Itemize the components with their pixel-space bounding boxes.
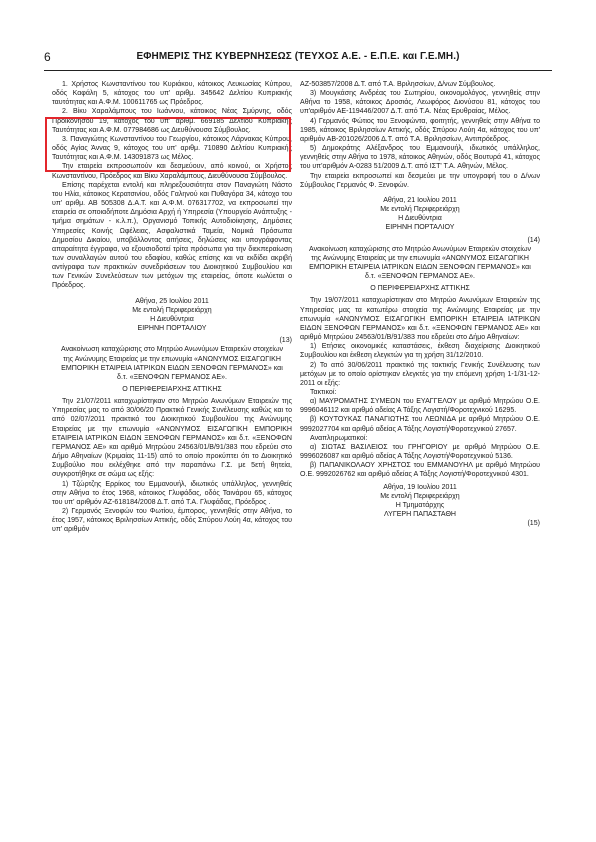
power-of-attorney-text: Επίσης παρέχεται εντολή και πληρεξουσιότητα στον Παναγιώτη Νάστο του Ηλία, κάτοικος Κερατσινίου, οδός Γαληνού και Πυθαγόρα 34, κάτοχο του υπ' αριθμ. ΑΒ 505308 Δ.Α.Τ. και Α.Φ.Μ. 076317702, να εκπροσωπεί την εταιρεία σε οποιαδήποτε Δημόσια Αρχή ή Υπηρεσία (Υπουργείο Ανάπτυξης - τμήμα σημάτων - κ.λ.π.), Οργανισμό Τοπικής Αυτοδιοίκησης, Δημόσιες Υπηρεσίες Κοινής Ωφέλειας, Ασφαλιστικά Ταμεία, Νομικά Πρόσωπα Δημοσίου Δικαίου, υποβάλλοντας αιτήσεις, δηλώσεις και υπογράφοντας απαραίτητα έγγραφα, να εξουσιοδοτεί τρίτα πρόσωπα για την διεκπεραίωση των συναλλαγών αυτού του εδαφίου, καθώς επίσης και να εκδίδει ακριβή αντίγραφα των πρακτικών συνεδριάσεων του Διοικητικού Συμβουλίου και των Γενικών Συνελεύσεων των μετόχων της εταιρείας, όποτε κωλύεται ο Πρόεδρος. bbox=[52, 181, 292, 290]
registration-text: Την 19/07/2011 καταχωρίστηκαν στο Μητρώο Ανωνύμων Εταιρειών της Υπηρεσίας μας τα κατωτέρω στοιχεία της Ανώνυμης Εταιρείας με την επωνυμία «ΑΝΩΝΥΜΟΣ ΕΙΣΑΓΩΓΙΚΗ ΕΜΠΟΡΙΚΗ ΕΤΑΙΡΕΙΑ ΙΑΤΡΙΚΩΝ ΕΙΔΩΝ ΞΕΝΟΦΩΝ ΓΕΡΜΑΝΟΣ» και δ.τ. «ΞΕΝΟΦΩΝ ΓΕΡΜΑΝΟΣ ΑΕ» και αριθμό Μητρώου 24563/01/Β/91/383 που εδρεύει στο Δήμο Αθηναίων: bbox=[300, 297, 540, 342]
signature-name: ΕΙΡΗΝΗ ΠΟΡΤΑΛΙΟΥ bbox=[137, 325, 207, 333]
signature-line-3: Με εντολή Περιφερειάρχη bbox=[380, 492, 460, 500]
signature-line-2: Η Διευθύντρια bbox=[398, 215, 442, 223]
board-member-1: 1) Τζώρτζης Ερρίκος του Εμμανουήλ, ιδιωτικός υπάλληλος, γεννηθείς στην Αθήνα το έτος 1968, κάτοικος Γλυφάδας, οδός Ταινάρου 65, κάτοχος του υπ' αριθμόν ΑΖ-618184/2008 Δ.Τ. από Τ.Α. Γλυφάδας, Πρόεδρος . bbox=[52, 480, 292, 506]
substitute-auditor-b: β) ΠΑΠΑΝΙΚΟΛΑΟΥ ΧΡΗΣΤΟΣ του ΕΜΜΑΝΟΥΗΛ με αριθμό Μητρώου Ο.Ε. 9992026762 και αριθμό αδείας Α Τάξης Λογιστή/Φοροτεχνικού 4301. bbox=[300, 462, 540, 479]
signature-line-2: Η Διευθύντρια bbox=[150, 315, 194, 323]
registration-text: Την 21/07/2011 καταχωρίστηκαν στο Μητρώο Ανωνύμων Εταιρειών της Υπηρεσίας μας το από 30/06/20 Πρακτικό Γενικής Συνέλευσης καθώς και το από 02/07/2011 πρακτικό του Διοικητικού Συμβουλίου της Ανώνυμης Εταιρείας με την επωνυμία «ΑΝΩΝΥΜΟΣ ΕΙΣΑΓΩΓΙΚΗ ΕΜΠΟΡΙΚΗ ΕΤΑΙΡΕΙΑ ΙΑΤΡΙΚΩΝ ΕΙΔΩΝ ΞΕΝΟΦΩΝ ΓΕΡΜΑΝΟΣ» και δ.τ. «ΞΕΝΟΦΩΝ ΓΕΡΜΑΝΟΣ ΑΕ» και αριθμό Μητρώου 24563/01/Β/91/383 που εδρεύει στο Δήμο Αθηναίων (Κριμαίας 11-15) από το οποίο προκύπτει ότι το Διοικητικό Συμβούλιο που εκλέχθηκε από την παραπάνω Γ.Σ. με 5ετή θητεία, συγκροτήθηκε σε σώμα ως εξής: bbox=[52, 398, 292, 479]
member-2: 2. Βίκυ Χαραλάμπους του Ιωάννου, κάτοικος Νέας Σμύρνης, οδός Προικονήσου 19, κάτοχος του υπ' αριθμ. 669185 Δελτίου Κυπριακής Ταυτότητας και Α.Φ.Μ. 077984686 ως Διευθύνουσα Σύμβουλος. bbox=[52, 108, 292, 134]
notice-number: (13) bbox=[279, 337, 292, 345]
region-heading: Ο ΠΕΡΙΦΕΡΕΙΑΡΧΗΣ ΑΤΤΙΚΗΣ bbox=[370, 285, 470, 293]
notice-title: Ανακοίνωση καταχώρισης στο Μητρώο Ανωνύμων Εταιρειών στοιχείων της Ανώνυμης Εταιρείας με την επωνυμία «ΑΝΩΝΥΜΟΣ ΕΙΣΑΓΩΓΙΚΗ ΕΜΠΟΡΙΚΗ ΕΤΑΙΡΕΙΑ ΙΑΤΡΙΚΩΝ ΕΙΔΩΝ ΞΕΝΟΦΩΝ ΓΕΡΜΑΝΟΣ» και δ.τ. «ΞΕΝΟΦΩΝ ΓΕΡΜΑΝΟΣ ΑΕ». bbox=[61, 346, 283, 381]
date-line: Αθήνα, 21 Ιουλίου 2011 bbox=[383, 196, 457, 204]
regular-auditors-heading: Τακτικοί: bbox=[310, 389, 337, 396]
board-member-5: 5) Δημοκράτης Αλέξανδρος του Εμμανουήλ, ιδιωτικός υπάλληλος, γεννηθείς στην Αθήνα το 1978, κάτοικος Αθηνών, οδός Βουτυρά 41, κάτοχος του υπ'αριθμόν Α-0283 51/2009 Δ.Τ. από ΙΣΤ' Τ.Α. Αθηνών, Μέλος. bbox=[300, 145, 540, 171]
continued-text: ΑΖ-503857/2008 Δ.Τ. από Τ.Α. Βριλησσίων, Δ/νων Σύμβουλος. bbox=[300, 81, 496, 88]
signature-line-4: Η Τμηματάρχης bbox=[395, 501, 445, 509]
representation-text: Την εταιρεία εκπροσωπεί και δεσμεύει με την υπογραφή του ο Δ/νων Σύμβουλος Γερμανός Φ. Ξενοφών. bbox=[300, 172, 540, 189]
signature-name-2: ΛΥΓΕΡΗ ΠΑΠΑΣΤΑΘΗ bbox=[383, 511, 457, 519]
header-rule bbox=[44, 70, 552, 71]
item-1: 1) Ετήσιες οικονομικές καταστάσεις, έκθεση διαχείρισης Διοικητικού Συμβουλίου και έκθεση ελεγκτών για τη χρήση 31/12/2010. bbox=[300, 343, 540, 360]
date-line: Αθήνα, 25 Ιουλίου 2011 bbox=[135, 297, 209, 305]
auditor-a: α) ΜΑΥΡΟΜΑΤΗΣ ΣΥΜΕΩΝ του ΕΥΑΓΓΕΛΟΥ με αριθμό Μητρώου Ο.Ε. 9996046112 και αριθμό αδείας Α Τάξης Λογιστή/Φοροτεχνικού 16295. bbox=[300, 398, 540, 415]
board-member-2: 2) Γερμανός Ξενοφών του Φωτίου, έμπορος, γεννηθείς στην Αθήνα, το έτος 1957, κάτοικος Βριλησσίων Αττικής, οδός Σπύρου Λούη 4α, κάτοχος του υπ' αριθμόν bbox=[52, 508, 292, 534]
notice-number: (14) bbox=[527, 236, 540, 244]
region-heading: Ο ΠΕΡΙΦΕΡΕΙΑΡΧΗΣ ΑΤΤΙΚΗΣ bbox=[122, 386, 222, 393]
highlight-box bbox=[45, 117, 291, 172]
signature-line-1: Με εντολή Περιφερειάρχη bbox=[380, 206, 460, 214]
notice-number-2: (15) bbox=[527, 520, 540, 528]
date-line-2: Αθήνα, 19 Ιουλίου 2011 bbox=[383, 483, 457, 491]
substitute-auditors-heading: Αναπληρωματικοί: bbox=[310, 434, 368, 442]
notice-title: Ανακοίνωση καταχώρισης στο Μητρώο Ανωνύμων Εταιρειών στοιχείων της Ανώνυμης Εταιρείας με την επωνυμία «ΑΝΩΝΥΜΟΣ ΕΙΣΑΓΩΓΙΚΗ ΕΜΠΟΡΙΚΗ ΕΤΑΙΡΕΙΑ ΙΑΤΡΙΚΩΝ ΕΙΔΩΝ ΞΕΝΟΦΩΝ ΓΕΡΜΑΝΟΣ» και δ.τ. «ΞΕΝΟΦΩΝ ΓΕΡΜΑΝΟΣ ΑΕ». bbox=[309, 245, 531, 281]
member-1: 1. Χρήστος Κωνσταντίνου του Κυριάκου, κάτοικος Λευκωσίας Κύπρου, οδός Καφάλη 5, κάτοχος του υπ' αριθμ. 345642 Δελτίου Κυπριακής ταυτότητας και Α.Φ.Μ. 100611765 ως Πρόεδρος. bbox=[52, 81, 292, 107]
member-3: 3. Παναγιώτης Κωνσταντίνου του Γεωργίου, κάτοικος Λάρνακας Κύπρου, οδός Αγίας Άννας 9, κάτοχος του υπ' αριθμ. 710890 Δελτίου Κυπριακής Ταυτότητας και Α.Φ.Μ. 143091873 ως Μέλος. bbox=[52, 135, 292, 162]
auditor-b: β) ΚΟΥΤΟΥΚΑΣ ΠΑΝΑΓΙΩΤΗΣ του ΛΕΩΝΙΔΑ με αριθμό Μητρώου Ο.Ε. 9992027704 και αριθμό αδείας Α Τάξης Λογιστή/Φοροτεχνικού 27657. bbox=[300, 416, 540, 433]
board-member-3: 3) Μουγκάσης Ανδρέας του Σωτηρίου, οικονομολόγος, γεννηθείς στην Αθήνα το 1958, κάτοικος Δροσιάς, Λεωφόρος Διονύσου 81, κάτοχος του υπ'αριθμόν ΑΕ-119446/2007 Δ.Τ. από Τ.Α. Νέας Ερυθραίας, Μέλος. bbox=[300, 90, 540, 116]
item-2: 2) Το από 30/06/2011 πρακτικό της τακτικής Γενικής Συνέλευσης των μετόχων με το οποίο ορίστηκαν ελεγκτές για την επόμενη χρήση 1-1/31-12-2011 οι εξής: bbox=[300, 361, 540, 387]
running-title: ΕΦΗΜΕΡΙΣ ΤΗΣ ΚΥΒΕΡΝΗΣΕΩΣ (ΤΕΥΧΟΣ Α.Ε. - Ε.Π.Ε. και Γ.Ε.ΜΗ.) bbox=[136, 51, 460, 62]
page-header bbox=[44, 50, 552, 72]
substitute-auditor-a: α) ΣΙΩΤΑΣ ΒΑΣΙΛΕΙΟΣ του ΓΡΗΓΟΡΙΟΥ με αριθμό Μητρώου Ο.Ε. 9996026087 και αριθμό αδείας Α Τάξης Λογιστή/Φοροτεχνικού 5136. bbox=[300, 443, 540, 461]
representation-text: Την εταιρεία εκπροσωπούν και δεσμεύουν, από κοινού, οι Χρήστος Κωνσταντίνου, Πρόεδρος και Βίκυ Χαραλάμπους, Διευθύνουσα Σύμβουλος. bbox=[52, 163, 292, 180]
right-column bbox=[300, 80, 540, 528]
signature-name: ΕΙΡΗΝΗ ΠΟΡΤΑΛΙΟΥ bbox=[385, 224, 455, 232]
board-member-4: 4) Γερμανός Φώτιος του Ξενοφώντα, φοιτητής, γεννηθείς στην Αθήνα το 1985, κάτοικος Βριλησσίων Αττικής, οδός Σπύρου Λούη 4α, κάτοχος του υπ' αριθμόν ΑΒ-201026/2006 Δ.Τ. από Τ.Α. Βριλησσίων, Αντιπρόεδρος. bbox=[300, 117, 540, 143]
signature-line-1: Με εντολή Περιφερειάρχη bbox=[132, 306, 212, 314]
page-number: 6 bbox=[44, 50, 51, 64]
